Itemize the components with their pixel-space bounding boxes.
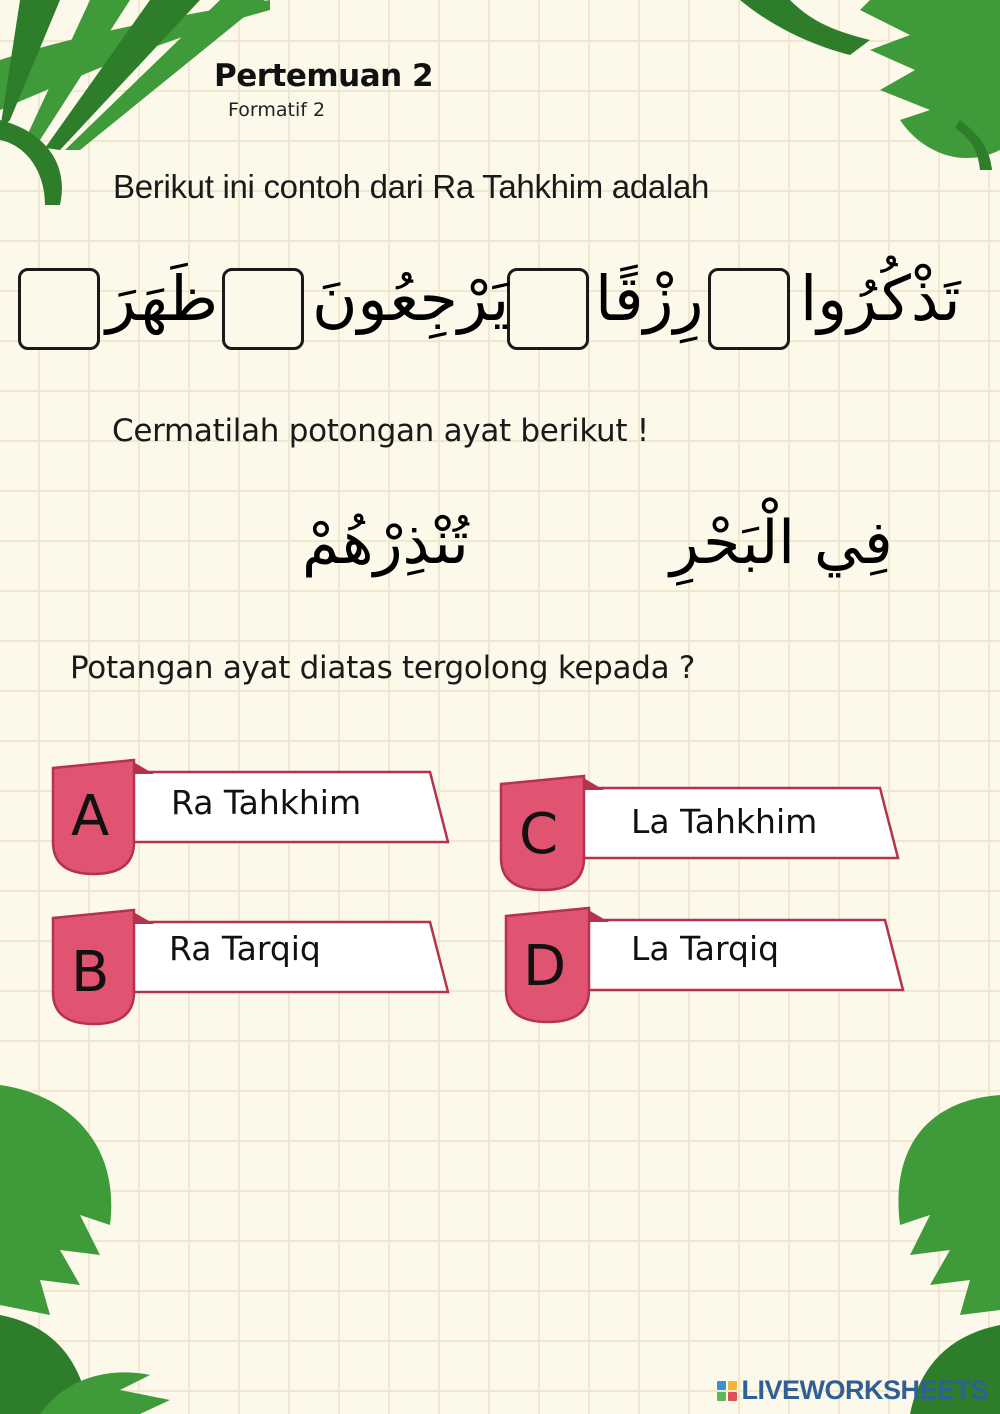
- arabic-word-1: تَذْكُرُوا: [800, 262, 961, 335]
- option-a-label: Ra Tahkhim: [171, 783, 362, 822]
- answer-box-4[interactable]: [18, 268, 100, 350]
- option-b[interactable]: [50, 906, 450, 1026]
- monstera-leaf-icon: [0, 1085, 190, 1414]
- option-b-letter: B: [71, 940, 110, 1005]
- monstera-leaf-icon: [730, 0, 1000, 170]
- question-2-prompt: Potangan ayat diatas tergolong kepada ?: [70, 650, 696, 686]
- page-title: Pertemuan 2: [214, 58, 434, 94]
- option-c-letter: C: [519, 802, 559, 867]
- option-d-letter: D: [523, 934, 567, 999]
- answer-box-1[interactable]: [708, 268, 790, 350]
- monstera-leaf-icon: [820, 1095, 1000, 1414]
- option-c-label: La Tahkhim: [631, 802, 818, 841]
- arabic-word-3: يَرْجِعُونَ: [312, 262, 510, 335]
- option-b-label: Ra Tarqiq: [169, 929, 321, 968]
- option-c[interactable]: [498, 772, 900, 894]
- question-2-instruction: Cermatilah potongan ayat berikut !: [112, 413, 649, 449]
- answer-box-2[interactable]: [507, 268, 589, 350]
- page-subtitle: Formatif 2: [228, 99, 326, 121]
- option-d[interactable]: [503, 904, 905, 1026]
- option-d-label: La Tarqiq: [631, 929, 780, 968]
- brand-text: LIVEWORKSHEETS: [741, 1375, 988, 1405]
- brand-blocks-icon: [717, 1381, 737, 1401]
- answer-box-3[interactable]: [222, 268, 304, 350]
- arabic-word-2: رِزْقًا: [595, 262, 704, 335]
- verse-fragment-2: تُنْذِرْهُمْ: [302, 508, 469, 578]
- verse-fragment-1: فِي الْبَحْرِ: [670, 508, 893, 578]
- option-a-letter: A: [71, 784, 110, 849]
- brand-logo[interactable]: [717, 1375, 988, 1406]
- option-a[interactable]: [50, 758, 450, 878]
- question-1-prompt: Berikut ini contoh dari Ra Tahkhim adalah: [113, 168, 710, 205]
- arabic-word-4: ظَهَرَ: [106, 262, 219, 335]
